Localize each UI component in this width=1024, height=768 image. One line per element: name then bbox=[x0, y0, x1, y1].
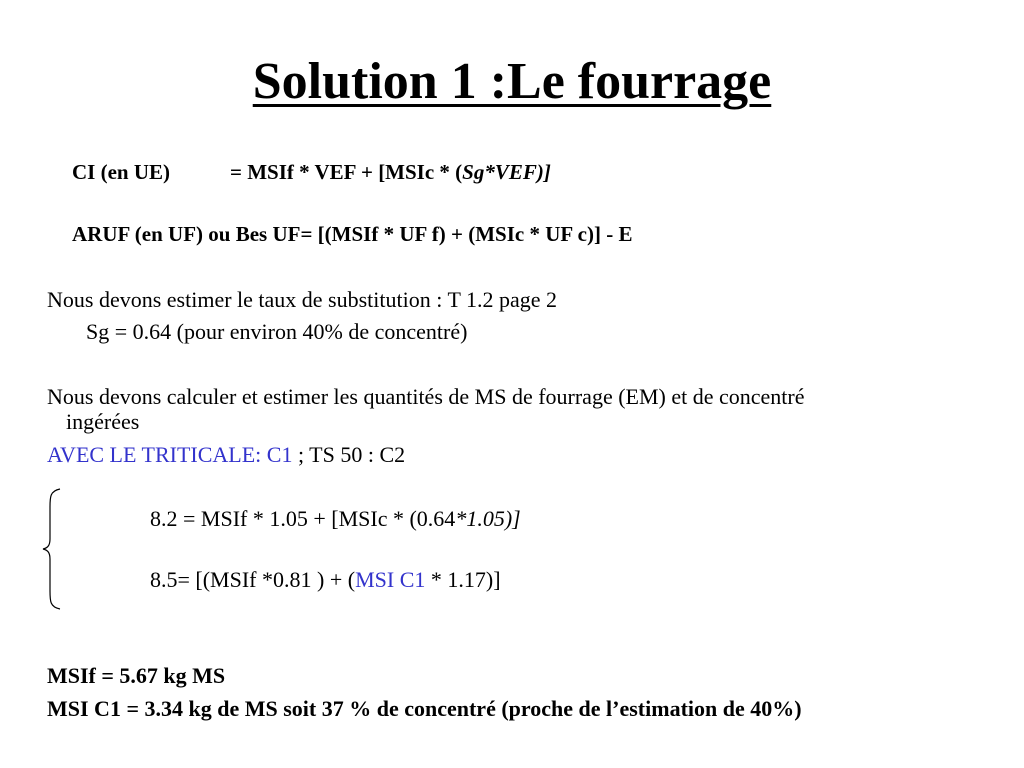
formula-ci-lhs: CI (en UE) bbox=[72, 160, 170, 184]
equation-2-post: * 1.17)] bbox=[425, 567, 501, 592]
calculate-line: Nous devons calculer et estimer les quantités de MS de fourrage (EM) et de concentré bbox=[47, 384, 805, 409]
equation-2-pre: 8.5= [(MSIf *0.81 ) + ( bbox=[150, 567, 356, 592]
formula-aruf: ARUF (en UF) ou Bes UF= [(MSIf * UF f) + (MSIc * UF c)] - E bbox=[72, 222, 633, 246]
triticale-label: AVEC LE TRITICALE: C1 bbox=[47, 442, 293, 467]
sg-value-line: Sg = 0.64 (pour environ 40% de concentré) bbox=[86, 319, 468, 344]
calculate-line-continued: ingérées bbox=[66, 409, 140, 434]
equation-1-italic: *1.05)] bbox=[455, 506, 521, 531]
triticale-line bbox=[47, 442, 405, 468]
equation-2 bbox=[150, 567, 501, 593]
substitution-line: Nous devons estimer le taux de substitution : T 1.2 page 2 bbox=[47, 287, 558, 312]
equation-1 bbox=[150, 506, 521, 532]
result-msif: MSIf = 5.67 kg MS bbox=[47, 663, 226, 688]
equation-2-msi-c1: MSI C1 bbox=[355, 567, 426, 592]
slide-title: Solution 1 :Le fourrage bbox=[252, 53, 772, 110]
curly-brace-icon bbox=[40, 487, 64, 611]
formula-ci-rhs: = MSIf * VEF + [MSIc * ( bbox=[230, 160, 463, 184]
result-msi-c1: MSI C1 = 3.34 kg de MS soit 37 % de concentré (proche de l’estimation de 40%) bbox=[47, 696, 802, 721]
formula-ci bbox=[72, 160, 551, 185]
triticale-rest: ; TS 50 : C2 bbox=[292, 442, 406, 467]
formula-ci-rhs-italic: Sg*VEF)] bbox=[462, 160, 551, 184]
equation-1-plain: 8.2 = MSIf * 1.05 + [MSIc * (0.64 bbox=[150, 506, 456, 531]
